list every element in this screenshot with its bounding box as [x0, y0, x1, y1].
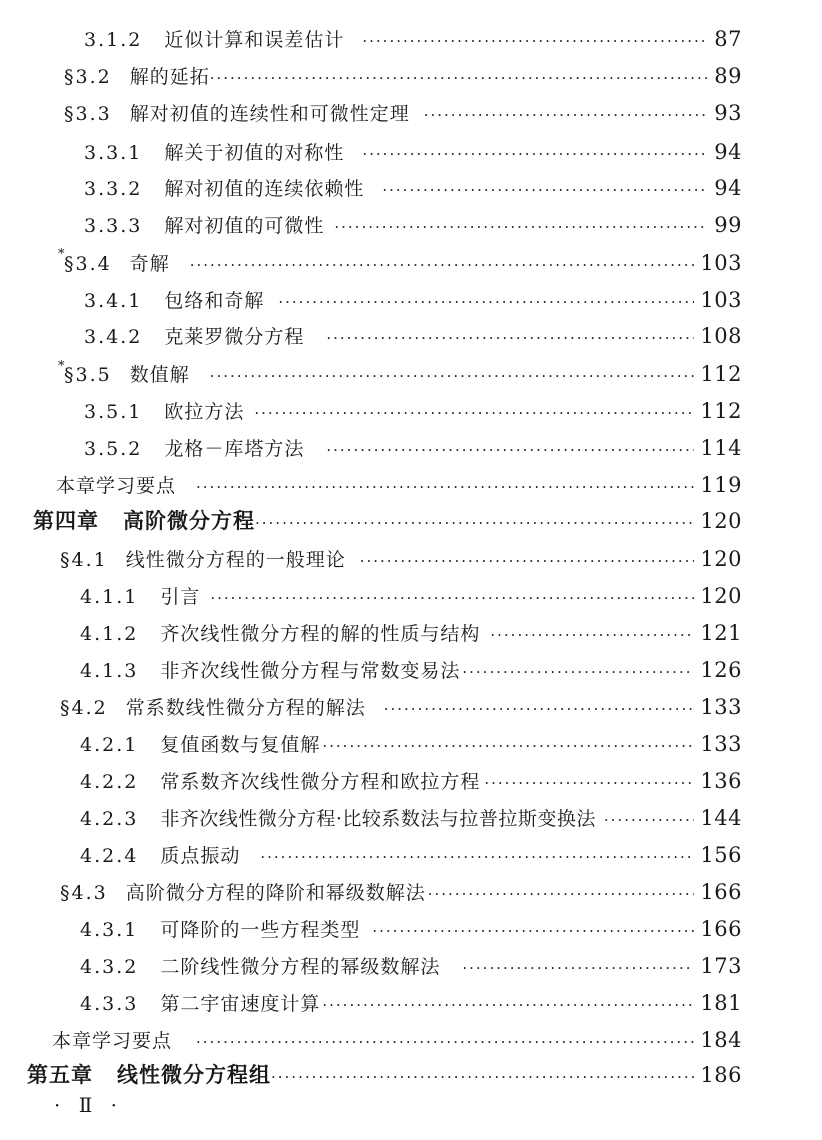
- toc-entry: [84, 323, 742, 351]
- leader-dots: [428, 881, 695, 907]
- toc-entry: [60, 694, 742, 722]
- toc-entry: [56, 472, 742, 500]
- toc-entry: [64, 63, 742, 91]
- toc-entry: [64, 361, 742, 389]
- entry-number: 3.5.1: [84, 401, 143, 423]
- entry-title: 引言: [160, 586, 201, 608]
- entry-number: 3.3.1: [84, 142, 143, 164]
- leader-dots: [254, 400, 694, 426]
- leader-dots: [382, 177, 708, 203]
- toc-entry: [80, 657, 742, 685]
- entry-title: 第二宇宙速度计算: [160, 993, 321, 1015]
- leader-dots: [362, 28, 708, 54]
- entry-number: 4.3.3: [80, 993, 139, 1015]
- entry-number: 3.4.2: [84, 326, 143, 348]
- entry-title: 解对初值的可微性: [164, 215, 325, 237]
- toc-entry: [80, 916, 742, 944]
- entry-page: 103: [700, 288, 742, 312]
- entry-title: 包络和奇解: [164, 290, 265, 312]
- entry-number: 4.1.2: [80, 623, 139, 645]
- leader-dots: [334, 214, 708, 240]
- entry-title: 非齐次线性微分方程与常数变易法: [160, 660, 461, 682]
- entry-title: 欧拉方法: [164, 401, 245, 423]
- entry-title: 本章学习要点: [56, 475, 177, 497]
- entry-title: 常系数线性微分方程的解法: [125, 697, 366, 719]
- entry-title: 龙格－库塔方法: [164, 438, 305, 460]
- leader-dots: [484, 770, 694, 796]
- entry-title: 解对初值的连续性和可微性定理: [129, 103, 410, 125]
- chapter-number: 第五章: [27, 1062, 93, 1087]
- leader-dots: [271, 1064, 694, 1090]
- entry-page: 186: [700, 1063, 742, 1087]
- toc-entry: [80, 842, 742, 870]
- entry-title: 解对初值的连续依赖性: [164, 178, 365, 200]
- toc-entry: [84, 435, 742, 463]
- leader-dots: [360, 548, 695, 574]
- toc-entry: [84, 26, 742, 54]
- entry-title: 解关于初值的对称性: [164, 142, 345, 164]
- leader-dots: [384, 696, 695, 722]
- entry-page: 120: [700, 547, 742, 571]
- entry-title: 二阶线性微分方程的幂级数解法: [160, 956, 441, 978]
- entry-page: 166: [700, 917, 742, 941]
- leader-dots: [210, 363, 695, 389]
- leader-dots: [196, 1029, 694, 1055]
- entry-page: 112: [700, 362, 742, 386]
- entry-number: §3.2: [64, 66, 112, 88]
- leader-dots: [322, 992, 694, 1018]
- leader-dots: [372, 918, 694, 944]
- chapter-title: 高阶微分方程: [123, 508, 255, 533]
- entry-number: §4.1: [60, 549, 108, 571]
- entry-title: 齐次线性微分方程的解的性质与结构: [160, 623, 481, 645]
- leader-dots: [462, 659, 694, 685]
- toc-entry: [64, 100, 742, 128]
- leader-dots: [255, 510, 694, 536]
- entry-page: 89: [714, 64, 742, 88]
- optional-marker: *: [58, 247, 65, 262]
- entry-number: 3.1.2: [84, 29, 143, 51]
- leader-dots: [490, 622, 694, 648]
- entry-page: 121: [700, 621, 742, 645]
- toc-entry: [84, 175, 742, 203]
- toc-entry: [80, 953, 742, 981]
- entry-title: 高阶微分方程的降阶和幂级数解法: [125, 882, 426, 904]
- entry-title: 数值解: [129, 364, 190, 386]
- entry-page: 112: [700, 399, 742, 423]
- entry-title: 本章学习要点: [52, 1030, 173, 1052]
- leader-dots: [362, 141, 708, 167]
- entry-number: 3.4.1: [84, 290, 143, 312]
- entry-page: 166: [700, 880, 742, 904]
- chapter-title: 线性微分方程组: [117, 1062, 271, 1087]
- entry-page: 120: [700, 509, 742, 533]
- entry-title: 克莱罗微分方程: [164, 326, 305, 348]
- entry-page: 114: [700, 436, 742, 460]
- entry-page: 173: [700, 954, 742, 978]
- entry-number: 3.3.2: [84, 178, 143, 200]
- entry-title: 奇解: [129, 253, 170, 275]
- entry-page: 181: [700, 991, 742, 1015]
- toc-entry: [84, 398, 742, 426]
- entry-page: 93: [714, 101, 742, 125]
- toc-entry: [84, 212, 742, 240]
- toc-entry: [60, 546, 742, 574]
- toc-entry: [80, 583, 742, 611]
- entry-title: 线性微分方程的一般理论: [125, 549, 346, 571]
- entry-page: 87: [714, 27, 742, 51]
- entry-page: 133: [700, 732, 742, 756]
- leader-dots: [326, 437, 694, 463]
- entry-number: 4.2.1: [80, 734, 139, 756]
- leader-dots: [322, 733, 694, 759]
- leader-dots: [260, 844, 694, 870]
- leader-dots: [210, 585, 694, 611]
- entry-page: 99: [714, 213, 742, 237]
- entry-number: §4.3: [60, 882, 108, 904]
- toc-chapter: [27, 1062, 742, 1090]
- page-number-footer: · Ⅱ ·: [54, 1093, 124, 1117]
- leader-dots: [462, 955, 694, 981]
- chapter-number: 第四章: [33, 508, 99, 533]
- entry-number: 4.3.1: [80, 919, 139, 941]
- toc-entry: [60, 879, 742, 907]
- entry-title: 质点振动: [160, 845, 241, 867]
- leader-dots: [210, 65, 709, 91]
- toc-entry: [80, 990, 742, 1018]
- entry-number: §3.3: [64, 103, 112, 125]
- entry-page: 103: [700, 251, 742, 275]
- leader-dots: [278, 289, 694, 315]
- entry-page: 184: [700, 1028, 742, 1052]
- leader-dots: [326, 325, 694, 351]
- entry-number: 3.3.3: [84, 215, 143, 237]
- leader-dots: [196, 474, 694, 500]
- optional-marker: *: [58, 359, 65, 374]
- entry-number: 4.2.3: [80, 808, 139, 830]
- entry-title: 非齐次线性微分方程·比较系数法与拉普拉斯变换法: [160, 808, 596, 830]
- entry-title: 解的延拓: [129, 66, 210, 88]
- entry-title: 近似计算和误差估计: [164, 29, 345, 51]
- entry-title: 常系数齐次线性微分方程和欧拉方程: [160, 771, 481, 793]
- toc-entry: [52, 1027, 742, 1055]
- entry-title: 可降阶的一些方程类型: [160, 919, 361, 941]
- entry-number: §3.5: [64, 364, 112, 386]
- entry-page: 133: [700, 695, 742, 719]
- toc-entry: [64, 250, 742, 278]
- entry-page: 156: [700, 843, 742, 867]
- leader-dots: [424, 102, 709, 128]
- leader-dots: [604, 807, 695, 833]
- toc-entry: [80, 731, 742, 759]
- toc-entry: [80, 620, 742, 648]
- entry-number: 4.2.4: [80, 845, 139, 867]
- toc-entry: [80, 768, 742, 796]
- entry-page: 136: [700, 769, 742, 793]
- toc-entry: [84, 287, 742, 315]
- entry-page: 144: [700, 806, 742, 830]
- entry-number: §4.2: [60, 697, 108, 719]
- entry-number: 4.2.2: [80, 771, 139, 793]
- entry-number: 3.5.2: [84, 438, 143, 460]
- entry-page: 126: [700, 658, 742, 682]
- toc-entry: [84, 139, 742, 167]
- entry-number: 4.1.1: [80, 586, 139, 608]
- entry-title: 复值函数与复值解: [160, 734, 321, 756]
- toc-entry: [80, 805, 742, 833]
- entry-number: 4.1.3: [80, 660, 139, 682]
- entry-page: 108: [700, 324, 742, 348]
- entry-page: 94: [714, 176, 742, 200]
- entry-page: 120: [700, 584, 742, 608]
- entry-number: 4.3.2: [80, 956, 139, 978]
- entry-page: 94: [714, 140, 742, 164]
- leader-dots: [190, 252, 695, 278]
- entry-page: 119: [700, 473, 742, 497]
- toc-chapter: [33, 508, 742, 536]
- entry-number: §3.4: [64, 253, 112, 275]
